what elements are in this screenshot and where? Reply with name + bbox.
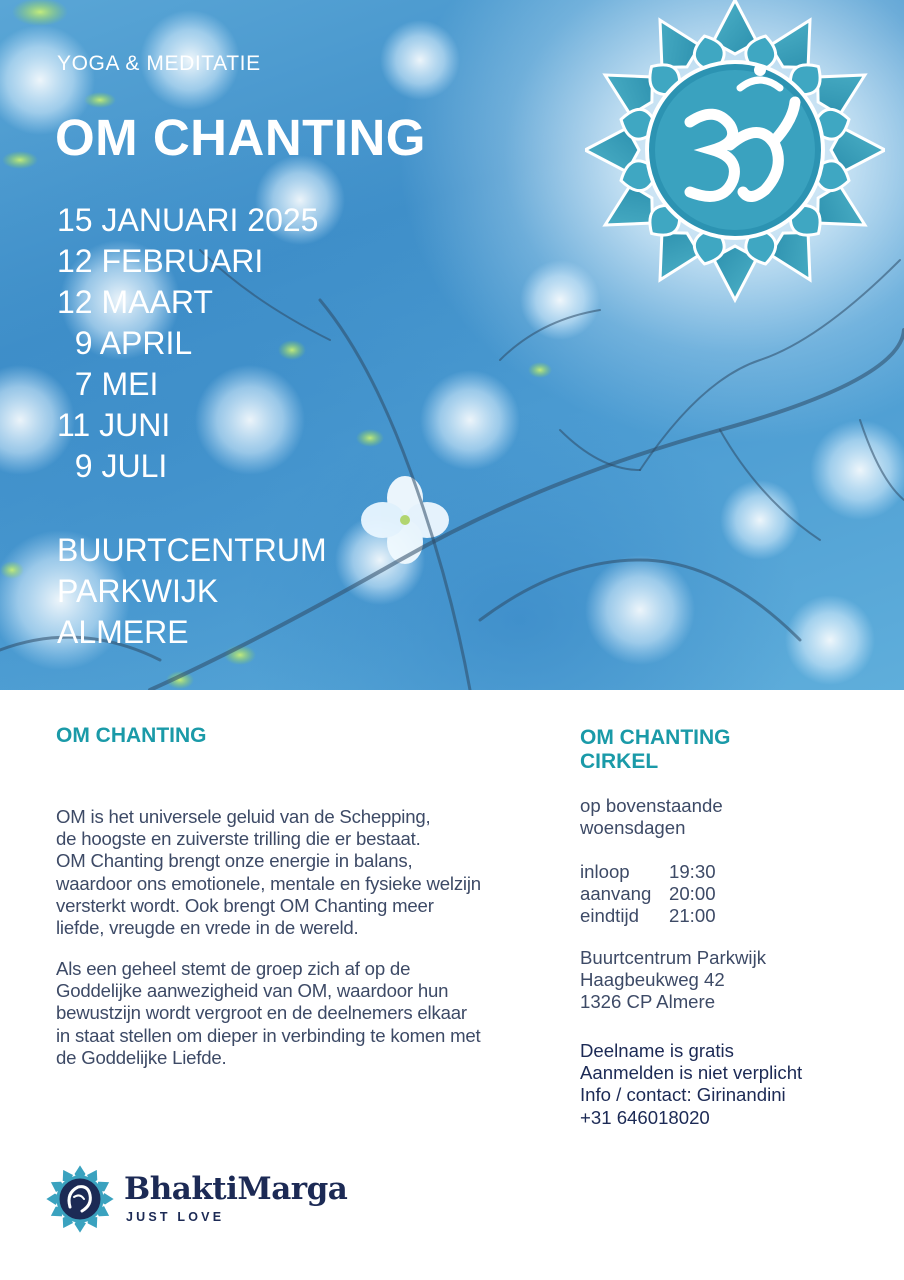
address-line: Haagbeukweg 42 [580,969,725,991]
time-row [580,905,716,927]
info-line: Aanmelden is niet verplicht [580,1062,803,1084]
address-line: Buurtcentrum Parkwijk [580,947,766,968]
date-list [57,200,318,487]
date-item: 12 FEBRUARI [57,243,264,279]
time-row [580,861,716,883]
text-line: in staat stellen om dieper in verbinding te komen met [56,1024,481,1046]
info-block [580,1040,802,1129]
bhakti-marga-lotus-icon [44,1163,116,1235]
text-line: liefde, vreugde en vrede in de wereld. [56,917,359,939]
schedule-days [580,795,723,839]
text-line: de Goddelijke Liefde. [56,1046,227,1068]
date-item: 7 MEI [57,366,159,402]
venue-block [57,530,327,653]
time-value: 19:30 [669,861,716,882]
logo-name: BhaktiMarga [124,1171,348,1207]
hero-kicker: YOGA & MEDITATIE [57,52,261,75]
description-paragraph-1 [56,806,556,939]
phone-number: +31 646018020 [580,1106,710,1128]
logo-tagline: JUST LOVE [126,1210,225,1224]
text-line: op bovenstaande [580,795,723,816]
time-label: eindtijd [580,905,639,927]
address-line: 1326 CP Almere [580,991,716,1013]
time-value: 21:00 [669,905,716,927]
time-label: aanvang [580,883,652,905]
text-line: waardoor ons emotionele, mentale en fysieke welzijn [56,872,481,894]
time-row [580,883,716,905]
text-line: versterkt wordt. Ook brengt OM Chanting meer [56,894,434,916]
om-lotus-icon [585,0,885,310]
info-line: Deelname is gratis [580,1040,734,1061]
right-heading-line: CIRKEL [580,750,659,773]
date-item: 12 MAART [57,284,213,320]
time-label: inloop [580,861,630,882]
venue-line: PARKWIJK [57,573,219,609]
right-heading-line: OM CHANTING [580,726,731,749]
date-item: 15 JANUARI 2025 [57,202,319,238]
schedule-times [580,861,716,928]
text-line: bewustzijn wordt vergroot en de deelnemers elkaar [56,1002,467,1024]
description-paragraph-2 [56,958,556,1069]
text-line: Goddelijke aanwezigheid van OM, waardoor hun [56,980,449,1002]
left-heading: OM CHANTING [56,724,207,747]
right-heading [580,726,731,774]
time-value: 20:00 [669,883,716,905]
hero-title: OM CHANTING [55,109,426,166]
text-line: woensdagen [580,817,686,839]
date-item: 9 JULI [57,448,168,484]
text-line: de hoogste en zuiverste trilling die er bestaat. [56,828,421,850]
date-item: 9 APRIL [57,325,193,361]
text-line: Als een geheel stemt de groep zich af op de [56,958,411,979]
venue-line: BUURTCENTRUM [57,532,327,568]
address-block [580,947,766,1014]
bhakti-marga-logo [44,1163,348,1235]
date-item: 11 JUNI [57,407,171,443]
text-line: OM Chanting brengt onze energie in balans, [56,850,413,872]
venue-line: ALMERE [57,614,189,650]
contact-line: Info / contact: Girinandini [580,1084,786,1106]
text-line: OM is het universele geluid van de Schepping, [56,806,431,827]
